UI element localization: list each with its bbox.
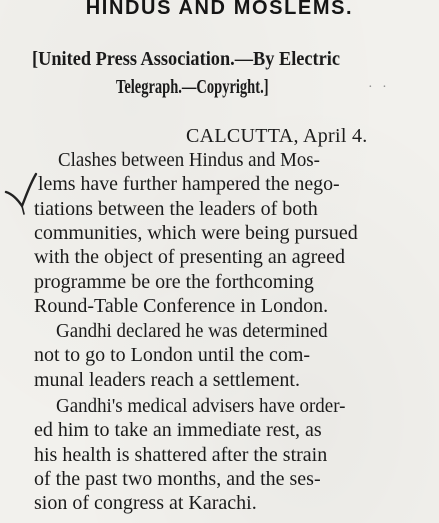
body-line-15: sion of congress at Karachi. — [34, 492, 257, 514]
print-speckle: · · — [368, 80, 390, 95]
body-line-14: of the past two months, and the ses- — [34, 468, 321, 490]
press-credit-line-1: [United Press Association.—By Electric — [32, 48, 341, 70]
body-line-2: lems have further hampered the nego- — [38, 173, 340, 195]
body-line-3: tiations between the leaders of both — [34, 198, 318, 220]
body-line-11: Gandhi's medical advisers have order- — [56, 395, 346, 417]
body-line-7: Round-Table Conference in London. — [34, 295, 329, 317]
press-credit-line-2: Telegraph.—Copyright.] — [116, 76, 269, 98]
body-line-4: communities, which were being pursued — [34, 222, 358, 244]
article-headline: HINDUS AND MOSLEMS. — [85, 0, 354, 19]
body-line-13: his health is shattered after the strain — [34, 444, 328, 466]
body-line-10: munal leaders reach a settlement. — [34, 369, 300, 391]
body-line-8: Gandhi declared he was determined — [56, 320, 328, 342]
article-dateline: CALCUTTA, April 4. — [186, 125, 368, 147]
body-line-9: not to go to London until the com- — [34, 344, 311, 366]
body-line-1: Clashes between Hindus and Mos- — [58, 149, 320, 171]
body-line-5: with the object of presenting an agreed — [34, 246, 345, 268]
body-line-12: ed him to take an immediate rest, as — [34, 419, 322, 441]
body-line-6: programme be ore the forthcoming — [34, 271, 314, 293]
